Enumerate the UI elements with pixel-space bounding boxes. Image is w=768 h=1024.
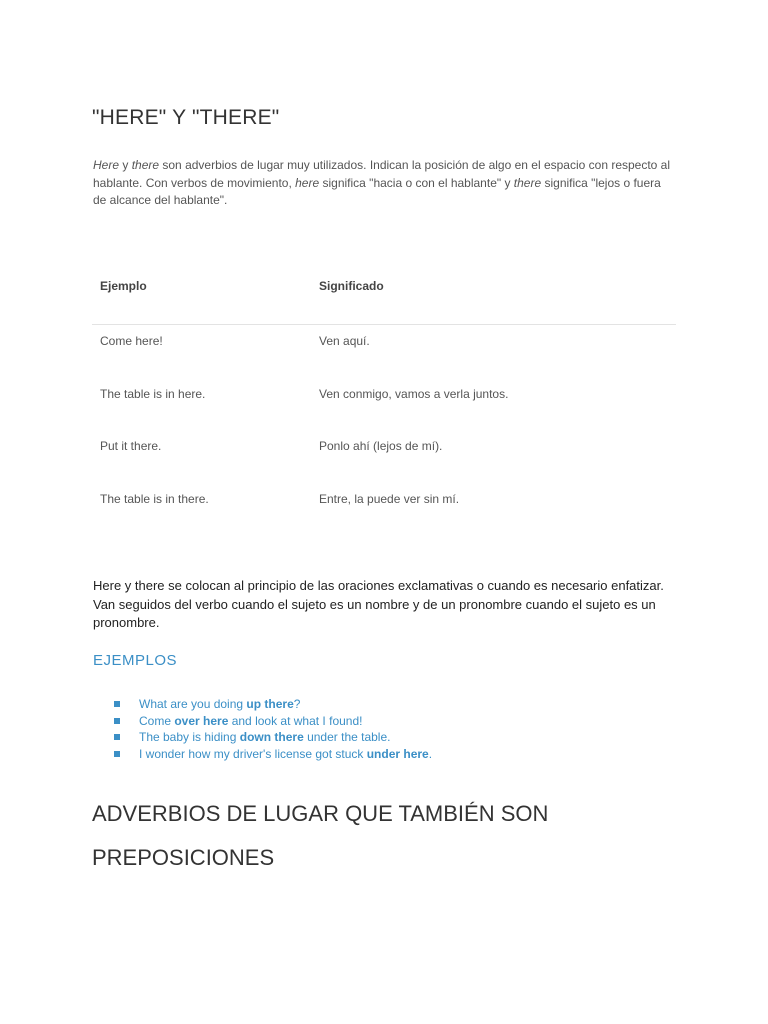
table-cell-example: The table is in here. <box>100 386 206 401</box>
column-header-significado: Significado <box>319 279 384 293</box>
table-row <box>92 325 676 378</box>
table-row <box>92 430 676 483</box>
table-cell-meaning: Entre, la puede ver sin mí. <box>319 491 460 506</box>
list-item: What are you doing up there? <box>114 696 432 713</box>
examples-heading: EJEMPLOS <box>93 652 178 669</box>
column-header-ejemplo: Ejemplo <box>100 279 147 293</box>
intro-term-there: there <box>131 158 160 172</box>
square-bullet-icon <box>114 718 120 724</box>
example-highlight: down there <box>239 730 304 744</box>
example-highlight: up there <box>246 697 294 711</box>
square-bullet-icon <box>114 701 120 707</box>
table-cell-example: The table is in there. <box>100 491 209 506</box>
intro-term-there-2: there <box>513 175 542 190</box>
table-cell-meaning: Ven conmigo, vamos a verla juntos. <box>319 386 509 401</box>
table-cell-example: Come here! <box>100 334 163 348</box>
table-cell-meaning: Ponlo ahí (lejos de mí). <box>319 439 443 453</box>
intro-paragraph: Here y there son adverbios de lugar muy utilizados. Indican la posición de algo en el espacio con respecto al hablante. Con verbos de movimiento, here significa "hacia o con el hablante" y there significa "lejos o fuera de alcance del hablante". <box>93 158 671 207</box>
table-cell-meaning: Ven aquí. <box>319 334 370 348</box>
examples-list <box>114 696 432 762</box>
table-header-row <box>92 260 676 325</box>
table-row <box>92 378 676 431</box>
example-highlight: under here <box>366 746 429 761</box>
table-row <box>92 483 676 536</box>
square-bullet-icon <box>114 734 120 740</box>
example-highlight: over here <box>174 713 229 728</box>
intro-term-here-2: here <box>295 175 320 190</box>
list-item: I wonder how my driver's license got stuck under here. <box>114 746 432 763</box>
page-title: "HERE" Y "THERE" <box>92 106 280 129</box>
square-bullet-icon <box>114 751 120 757</box>
list-item: The baby is hiding down there under the table. <box>114 729 432 746</box>
intro-term-here: Here <box>93 158 120 172</box>
section-title: ADVERBIOS DE LUGAR QUE TAMBIÉN SON PREPOSICIONES <box>92 801 549 870</box>
examples-table <box>92 260 676 535</box>
body-paragraph: Here y there se colocan al principio de las oraciones exclamativas o cuando es necesario enfatizar. Van seguidos del verbo cuando el sujeto es un nombre y de un pronombre cuando el sujeto es un pronombre. <box>93 578 664 630</box>
list-item: Come over here and look at what I found! <box>114 713 432 730</box>
table-cell-example: Put it there. <box>100 439 162 453</box>
